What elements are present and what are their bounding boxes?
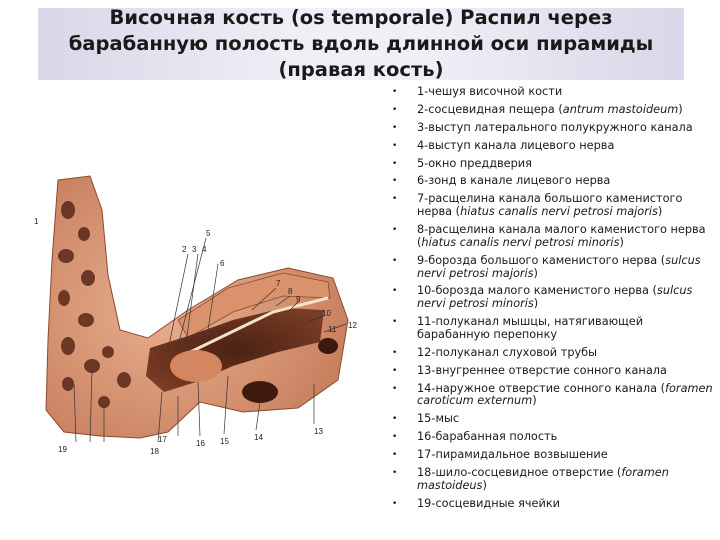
- bullet-icon: •: [392, 432, 398, 443]
- legend-item: [390, 255, 716, 281]
- figure-label: 12: [348, 321, 357, 330]
- figure-label: 1: [34, 217, 39, 226]
- legend-list: [390, 86, 716, 516]
- legend-text: 9-борозда большого каменистого нерва (: [417, 253, 666, 267]
- figure-label: 7: [276, 279, 281, 288]
- legend-item: [390, 158, 716, 171]
- bullet-icon: •: [392, 414, 398, 425]
- legend-text: ): [482, 478, 487, 492]
- legend-text: ): [657, 205, 663, 219]
- legend-text: 12-полуканал слуховой трубы: [417, 345, 598, 359]
- legend-item: [390, 449, 716, 462]
- bullet-icon: •: [392, 140, 398, 151]
- latin-term: hiatus canalis nervi petrosi minoris: [421, 235, 620, 249]
- figure-label: 5: [206, 229, 211, 238]
- bullet-icon: •: [392, 347, 398, 358]
- figure-label: 2: [182, 245, 187, 254]
- legend-item: [390, 86, 716, 99]
- legend-text: 2-сосцевидная пещера (: [417, 102, 563, 116]
- figure-label: 18: [150, 447, 159, 456]
- latin-term: hiatus canalis nervi petrosi majoris: [460, 205, 658, 219]
- bullet-icon: •: [392, 194, 398, 205]
- legend-item: [390, 383, 716, 409]
- bullet-icon: •: [392, 87, 398, 97]
- legend-item: [390, 413, 716, 426]
- legend-item: [390, 498, 716, 511]
- bullet-icon: •: [392, 104, 398, 115]
- bullet-icon: •: [392, 450, 398, 461]
- latin-term: sulcus nervi petrosi majoris: [417, 253, 701, 280]
- legend-text: ): [619, 235, 624, 249]
- figure-label: 19: [58, 445, 67, 454]
- bullet-icon: •: [392, 176, 398, 187]
- figure-label: 11: [328, 325, 337, 334]
- bullet-icon: •: [392, 225, 398, 236]
- figure-label: 14: [254, 433, 263, 442]
- legend-item: [390, 175, 716, 188]
- legend-item: [390, 122, 716, 135]
- latin-term: foramen mastoideus: [417, 465, 669, 492]
- bullet-icon: •: [392, 158, 398, 169]
- figure-label: 16: [196, 439, 205, 448]
- legend-item: [390, 285, 716, 311]
- legend-text: 5-окно преддверия: [417, 156, 532, 170]
- legend-item: [390, 104, 716, 117]
- legend-item: [390, 140, 716, 153]
- figure-label: 3: [192, 245, 197, 254]
- legend-item: [390, 224, 716, 250]
- legend-text: ): [533, 297, 539, 311]
- legend-text: ): [533, 266, 538, 280]
- legend-text: ): [532, 394, 537, 408]
- latin-term: antrum mastoideum: [562, 102, 679, 116]
- figure-label: 4: [202, 245, 207, 254]
- slide-title: Височная кость (os temporale) Распил через барабанную полость вдоль длинной оси пирамиды (правая кость): [68, 6, 654, 81]
- bullet-icon: •: [392, 286, 398, 297]
- figure-label: 8: [288, 287, 293, 296]
- bullet-icon: •: [392, 122, 398, 133]
- legend-text: 17-пирамидальное возвышение: [417, 448, 608, 462]
- temporal-bone-section-illustration: [28, 170, 380, 472]
- legend-item: [390, 467, 716, 493]
- legend-text: 11-полуканал мышцы, натягивающей барабанную перепонку: [417, 315, 644, 341]
- legend-text: 8-расщелина канала малого каменистого нерва (: [417, 223, 706, 249]
- latin-term: sulcus nervi petrosi minoris: [417, 284, 693, 311]
- bullet-icon: •: [392, 365, 398, 376]
- legend-item: [390, 316, 716, 342]
- latin-term: foramen caroticum externum: [417, 381, 713, 408]
- figure-label: 13: [314, 427, 323, 436]
- legend-text: 19-сосцевидные ячейки: [417, 496, 561, 510]
- figure-label: 15: [220, 437, 229, 446]
- legend-item: [390, 365, 716, 378]
- bullet-icon: •: [392, 317, 398, 328]
- legend-item: [390, 193, 716, 219]
- bullet-icon: •: [392, 498, 398, 509]
- legend-item: [390, 347, 716, 360]
- title-band: [38, 8, 684, 80]
- legend-text: 10-борозда малого каменистого нерва (: [417, 284, 657, 298]
- figure-label: 17: [158, 435, 167, 444]
- legend-text: 6-зонд в канале лицевого нерва: [417, 174, 611, 188]
- legend-item: [390, 431, 716, 444]
- figure-label: 10: [322, 309, 331, 318]
- legend-text: ): [678, 102, 683, 116]
- legend-text: 16-барабанная полость: [417, 430, 558, 444]
- legend-text: 7-расщелина канала большого каменистого нерва (: [417, 192, 683, 219]
- legend-text: 18-шило-сосцевидное отверстие (: [417, 465, 622, 479]
- legend-text: 15-мыс: [417, 412, 460, 426]
- legend-text: 4-выступ канала лицевого нерва: [417, 138, 615, 152]
- bullet-icon: •: [392, 383, 398, 394]
- legend-text: 1-чешуя височной кости: [417, 85, 563, 98]
- legend-text: 3-выступ латерального полукружного канала: [417, 120, 693, 134]
- figure-label: 9: [296, 295, 301, 304]
- legend-text: 14-наружное отверстие сонного канала (: [417, 381, 666, 395]
- bullet-icon: •: [392, 255, 398, 266]
- figure-label: 6: [220, 259, 225, 268]
- bullet-icon: •: [392, 467, 398, 478]
- legend-text: 13-внугреннее отверстие сонного канала: [417, 363, 667, 377]
